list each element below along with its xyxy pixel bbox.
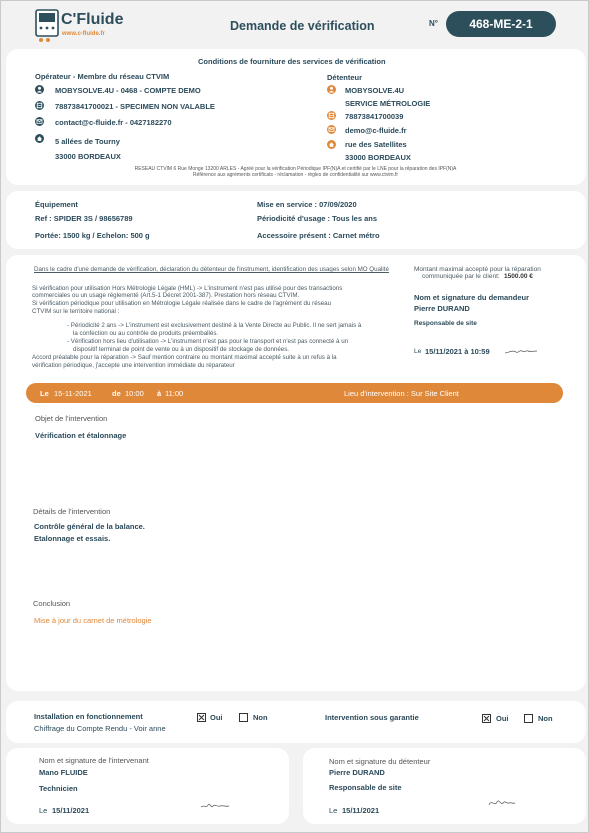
schedule-to-label: à	[157, 389, 162, 398]
object-value: Vérification et étalonnage	[35, 431, 127, 440]
declaration-line-3: CTVIM sur le territoire national :	[32, 308, 120, 315]
schedule-place: Lieu d'intervention : Sur Site Client	[344, 389, 459, 398]
home-icon	[35, 134, 44, 143]
operator-name: MOBYSOLVE.4U - 0468 - COMPTE DEMO	[55, 86, 201, 95]
warranty-yes-checkbox[interactable]	[482, 714, 491, 723]
holder-sign-heading: Nom et signature du détenteur	[329, 757, 431, 766]
warranty-yes-label: Oui	[496, 714, 509, 723]
declaration-line-5: la confection ou au contrôle de produits préemballés.	[73, 330, 219, 337]
holder-sign-date-label: Le	[329, 806, 338, 815]
declaration-line-9: vérification périodique, j'accepte une intervention immédiate du réparateur	[32, 362, 235, 369]
company-logo	[35, 9, 135, 45]
holder-sign-role: Responsable de site	[329, 783, 402, 792]
user-icon	[327, 85, 336, 94]
schedule-date-label: Le	[40, 389, 49, 398]
requester-signature-heading: Nom et signature du demandeur	[414, 293, 530, 302]
network-footer-line1: RESEAU CTVIM 6 Rue Monge 13200 ARLES - Agréé pour la vérification Périodique IPF(N)A et certifié par le LNE pour la réparation des IPF(N)A	[134, 166, 457, 172]
report-note: Chiffrage du Compte Rendu - Voir anne	[34, 724, 166, 733]
equipment-ref: Ref : SPIDER 3S / 98656789	[35, 214, 133, 223]
operator-siret: 78873841700021 - SPECIMEN NON VALABLE	[55, 102, 215, 111]
requester-role: Responsable de site	[414, 320, 477, 327]
installation-yes-checkbox[interactable]	[197, 713, 206, 722]
operator-address-line1: 5 allées de Tourny	[55, 137, 120, 146]
logo-url: www.c-fluide.fr	[62, 31, 105, 37]
page-title: Demande de vérification	[230, 19, 375, 33]
operator-address-line2: 33000 BORDEAUX	[55, 152, 121, 161]
id-card-icon	[327, 111, 336, 120]
holder-name-line2: SERVICE MÉTROLOGIE	[345, 99, 431, 108]
requester-date: 15/11/2021 à 10:59	[425, 347, 490, 356]
conditions-card	[6, 49, 586, 185]
details-heading: Détails de l'intervention	[33, 507, 111, 516]
installation-yes-label: Oui	[210, 713, 223, 722]
logo-brand: C'Fluide	[61, 11, 124, 28]
technician-heading: Nom et signature de l'intervenant	[39, 756, 149, 765]
installation-no-label: Non	[253, 713, 268, 722]
holder-heading: Détenteur	[327, 73, 363, 82]
installation-no-checkbox[interactable]	[239, 713, 248, 722]
declaration-line-8: Accord préalable pour la réparation -> Sauf mention contraire ou montant maximal accepté suite à un refus à la	[32, 354, 337, 361]
mail-icon	[35, 117, 44, 126]
intervention-schedule-bar	[26, 383, 563, 403]
requester-signature	[504, 346, 538, 356]
equipment-service-date: Mise en service : 07/09/2020	[257, 200, 357, 209]
holder-sign-name: Pierre DURAND	[329, 768, 385, 777]
home-icon	[327, 140, 336, 149]
conclusion-value: Mise à jour du carnet de métrologie	[34, 616, 152, 625]
holder-signature	[488, 797, 516, 809]
holder-sign-date: 15/11/2021	[342, 806, 380, 815]
holder-name-line1: MOBYSOLVE.4U	[345, 86, 405, 95]
schedule-from: 10:00	[125, 389, 144, 398]
warranty-no-label: Non	[538, 714, 553, 723]
technician-date-label: Le	[39, 806, 48, 815]
details-line-1: Contrôle général de la balance.	[34, 522, 145, 531]
installation-label: Installation en fonctionnement	[34, 712, 143, 721]
schedule-to: 11:00	[165, 389, 184, 398]
warranty-no-checkbox[interactable]	[524, 714, 533, 723]
declaration-line-2: Si vérification périodique pour utilisation en Métrologie Légale réalisée dans le cadre de l'agrément du réseau	[32, 300, 332, 307]
number-label: N°	[429, 19, 438, 28]
operator-heading: Opérateur - Membre du réseau CTVIM	[35, 72, 170, 81]
technician-role: Technicien	[39, 784, 78, 793]
equipment-range: Portée: 1500 kg / Echelon: 500 g	[35, 231, 150, 240]
requester-date-label: Le	[414, 348, 422, 355]
technician-signature	[200, 801, 230, 811]
max-amount-value: 1500.00 €	[504, 273, 533, 280]
holder-email[interactable]: demo@c-fluide.fr	[345, 126, 407, 135]
equipment-periodicity: Périodicité d'usage : Tous les ans	[257, 214, 378, 223]
conditions-title: Conditions de fourniture des services de vérification	[198, 57, 386, 66]
technician-date: 15/11/2021	[52, 806, 90, 815]
max-amount-label-2: communiquée par le client:	[422, 273, 500, 280]
technician-name: Mano FLUIDE	[39, 768, 88, 777]
declaration-line-7: dispositif terminal de point de vente ou à un dispositif de stockage de données.	[73, 346, 290, 353]
request-number-badge: 468-ME-2-1	[446, 11, 556, 37]
operator-contact[interactable]: contact@c-fluide.fr - 0427182270	[55, 118, 172, 127]
holder-address-line2: 33000 BORDEAUX	[345, 153, 411, 162]
schedule-date: 15-11-2021	[54, 389, 92, 398]
id-card-icon	[35, 101, 44, 110]
intervention-card	[6, 255, 586, 691]
warranty-label: Intervention sous garantie	[325, 713, 419, 722]
holder-siret: 78873841700039	[345, 112, 404, 121]
network-footer-line2: Référence aux agréments certificats - réclamation - règles de confidentialité sur www.ctvim.fr	[192, 172, 399, 178]
requester-name: Pierre DURAND	[414, 304, 470, 313]
details-line-2: Etalonnage et essais.	[34, 534, 111, 543]
user-icon	[35, 85, 44, 94]
holder-address-line1: rue des Satellites	[345, 140, 407, 149]
equipment-heading: Équipement	[35, 200, 78, 209]
conclusion-heading: Conclusion	[33, 599, 71, 608]
declaration-line-6: - Vérification hors lieu d'utilisation -> L'instrument n'est pas pour le transport et n'est pas connecté à un	[67, 338, 349, 345]
max-amount-label-1: Montant maximal accepté pour la réparation	[414, 266, 541, 273]
object-heading: Objet de l'intervention	[35, 414, 108, 423]
schedule-from-label: de	[112, 389, 121, 398]
declaration-line-1: commerciales ou un usage réglementé (Art.5-1 Décret 2001-387). Prestation hors réseau CTVIM.	[32, 292, 300, 299]
mail-icon	[327, 125, 336, 134]
equipment-accessory: Accessoire présent : Carnet métro	[257, 231, 380, 240]
declaration-line-0: Si vérification pour utilisation Hors Métrologie Légale (HML) -> L'instrument n'est pas utilisé pour des transactions	[32, 285, 343, 292]
declaration-line-4: - Périodicité 2 ans -> L'instrument est exclusivement destiné à la Vente Directe au Public. Il ne sert jamais à	[67, 322, 362, 329]
declaration-intro: Dans le cadre d'une demande de vérification, déclaration du détenteur de l'instrument, identification des usages selon MO Qualité	[34, 266, 389, 273]
